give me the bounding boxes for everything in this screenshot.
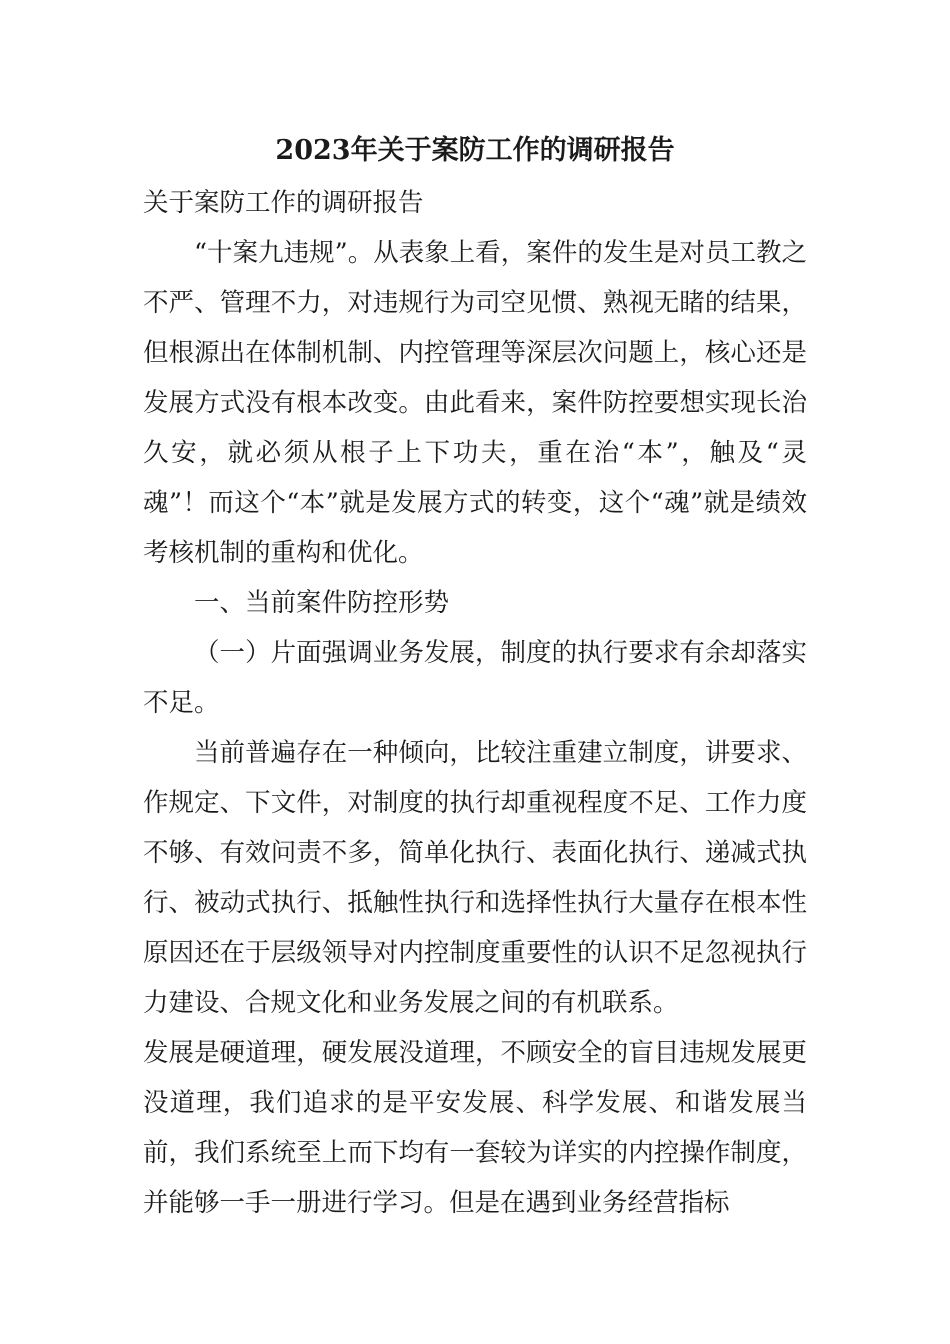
document-body <box>143 178 807 1228</box>
subsection-heading: （一）片面强调业务发展，制度的执行要求有余却落实不足。 <box>143 638 807 718</box>
body-paragraph: “十案九违规”。从表象上看，案件的发生是对员工教之不严、管理不力，对违规行为司空见惯、熟视无睹的结果，但根源出在体制机制、内控管理等深层次问题上，核心还是发展方式没有根本改变。由此看来，案件防控要想实现长治久安，就必须从根子上下功夫，重在治“本”，触及“灵魂”！而这个“本”就是发展方式的转变，这个“魂”就是绩效考核机制的重构和优化。 <box>143 238 807 568</box>
body-paragraph: 发展是硬道理，硬发展没道理，不顾安全的盲目违规发展更没道理，我们追求的是平安发展、科学发展、和谐发展当前，我们系统至上而下均有一套较为详实的内控操作制度，并能够一手一册进行学习。但是在遇到业务经营指标 <box>143 1038 807 1218</box>
document-title: 2023年关于案防工作的调研报告 <box>275 135 675 166</box>
document-subtitle: 关于案防工作的调研报告 <box>143 188 424 218</box>
section-heading: 一、当前案件防控形势 <box>194 588 450 618</box>
body-paragraph: 当前普遍存在一种倾向，比较注重建立制度，讲要求、作规定、下文件，对制度的执行却重视程度不足、工作力度不够、有效问责不多，简单化执行、表面化执行、递减式执行、被动式执行、抵触性执行和选择性执行大量存在根本性原因还在于层级领导对内控制度重要性的认识不足忽视执行力建设、合规文化和业务发展之间的有机联系。 <box>143 738 807 1018</box>
